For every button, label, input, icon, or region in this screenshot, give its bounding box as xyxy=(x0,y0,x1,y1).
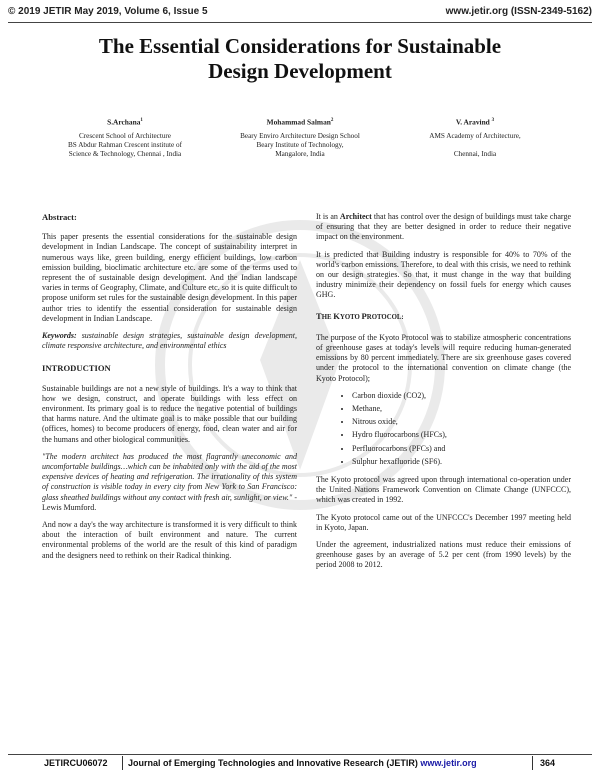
footer-separator xyxy=(122,756,123,770)
footer-journal-name: Journal of Emerging Technologies and Innovative Research (JETIR) www.jetir.org xyxy=(128,758,477,768)
title-line-2: Design Development xyxy=(208,59,392,83)
footer-paper-code: JETIRCU06072 xyxy=(44,758,108,768)
author-affiliation-line: Crescent School of Architecture xyxy=(78,132,171,141)
right-column xyxy=(316,212,571,578)
author-block-1 xyxy=(40,116,210,159)
paper-title xyxy=(60,34,540,84)
kyoto-agreement-paragraph: The Kyoto protocol was agreed upon through international co-operation under the United Nations Framework Convention on Climate Change (UNFCCC), which was created in 1992. xyxy=(316,475,571,505)
author-block-3 xyxy=(390,116,560,159)
author-block-2 xyxy=(215,116,385,159)
header-divider xyxy=(8,22,592,23)
keywords: Keywords: sustainable design strategies, sustainable design development, climate responsive architecture, and environmental ethics xyxy=(42,331,297,351)
kyoto-purpose-paragraph: The purpose of the Kyoto Protocol was to stabilize atmospheric concentrations of greenhouse gases at today's levels will require reducing human-generated emissions by 80 percent immediately. There are six greenhouse gases covered under the protocol to the international convention on climate change (the Kyoto Protocol); xyxy=(316,332,571,383)
header-volume-info: © 2019 JETIR May 2019, Volume 6, Issue 5 xyxy=(8,6,208,17)
abstract-text: This paper presents the essential considerations for the sustainable design development in Indian Landscape. The concept of sustainability interpret in numerous ways like, green building, energy efficient buildings, low carbon emission building, bioclimatic architecture etc. are some of the terms used to represent the of sustainable design development. And the Indian landscape varies in terms of Geography, Climate, and Culture etc. so it is quite difficult to propose uniform set rules for the sustainable design development. In this paper author tries to identify the essential consideration for sustainable design development in Indian Landscape. xyxy=(42,232,297,323)
greenhouse-gas-list xyxy=(316,391,571,467)
kyoto-targets-paragraph: Under the agreement, industrialized nations must reduce their emissions of greenhouse gases by an average of 5.2 per cent (from 1990 levels) by the period 2008 to 2012. xyxy=(316,540,571,570)
author-affiliation-line: Beary Institute of Technology, xyxy=(256,141,344,150)
author-affiliation-line: Science & Technology, Chennai , India xyxy=(68,150,182,159)
author-name: S.Archana$^1$ xyxy=(107,117,143,127)
kyoto-origin-paragraph: The Kyoto protocol came out of the UNFCCC's December 1997 meeting held in Kyoto, Japan. xyxy=(316,512,571,532)
author-affiliation-line: BS Abdur Rahman Crescent institute of xyxy=(68,141,182,150)
page-header xyxy=(8,6,592,20)
introduction-paragraph-1: Sustainable buildings are not a new style of buildings. It's a way to think that how we design, construct, and operate buildings with less effect on environment. Its primary goal is to reduce the negative potential of buildings that harms nature. And the ultimate goal is to make possible that our building (offices, homes) to become producers of energy, food, clean water and air for the humans and other biological communities. xyxy=(42,383,297,444)
list-item: • Sulphur hexafluoride (SF6). xyxy=(352,457,571,467)
footer-journal-link[interactable]: www.jetir.org xyxy=(420,758,477,768)
architect-paragraph: It is an Architect that has control over the design of buildings must take charge of ensuring that they are better designed in order to reduce their negative impact on the environment. xyxy=(316,212,571,242)
footer-separator xyxy=(532,756,533,770)
list-item: • Carbon dioxide (CO2), xyxy=(352,391,571,401)
author-affiliation-line: AMS Academy of Architecture, xyxy=(429,132,521,141)
author-affiliation-line xyxy=(390,141,560,150)
title-line-1: The Essential Considerations for Sustainable xyxy=(98,34,502,58)
author-affiliation-line: Chennai, India xyxy=(453,150,497,159)
carbon-emissions-paragraph: It is predicted that Building industry is responsible for 40% to 70% of the world's carbon emissions. Therefore, to deal with this crisis, we need to rethink on our design strategies. So that, it must change in the way that building industry minimize their dependency on fossil fuels for energy which causes GHG. xyxy=(316,249,571,300)
header-issn: www.jetir.org (ISSN-2349-5162) xyxy=(445,6,592,17)
list-item: • Methane, xyxy=(352,404,571,414)
author-name: V. Aravind $^3$ xyxy=(455,117,495,127)
introduction-heading: INTRODUCTION xyxy=(42,363,111,374)
list-item: • Perfluorocarbons (PFCs) and xyxy=(352,444,571,454)
list-item: • Nitrous oxide, xyxy=(352,417,571,427)
abstract-heading: Abstract: xyxy=(42,212,77,222)
left-column xyxy=(42,212,297,568)
footer-divider xyxy=(8,754,592,755)
list-item: • Hydro fluorocarbons (HFCs), xyxy=(352,430,571,440)
author-affiliation-line: Mangalore, India xyxy=(275,150,325,159)
introduction-paragraph-2: And now a day's the way architecture is transformed it is very difficult to think about the interaction of built environment and nature. The current environmental problems of the world are the result of this kind of paradigm and the designers need to rethink on their Radical thinking. xyxy=(42,520,297,560)
page-footer xyxy=(8,758,592,772)
kyoto-protocol-heading: THE KYOTO PROTOCOL: xyxy=(316,310,404,321)
footer-page-number: 364 xyxy=(540,758,556,768)
mumford-quote: "The modern architect has produced the most flagrantly uneconomic and uncomfortable buildings…which can be inhabited only with the aid of the most expensive devices of heating and refrigeration. The irrationality of this system of construction is visible today in every city from New York to San Francisco: glass sheathed buildings without any contact with fresh air, sunlight, or view." -Lewis Mumford. xyxy=(42,451,297,512)
author-affiliation-line: Beary Enviro Architecture Design School xyxy=(240,132,360,141)
author-name: Mohammad Salman$^2$ xyxy=(266,117,334,127)
